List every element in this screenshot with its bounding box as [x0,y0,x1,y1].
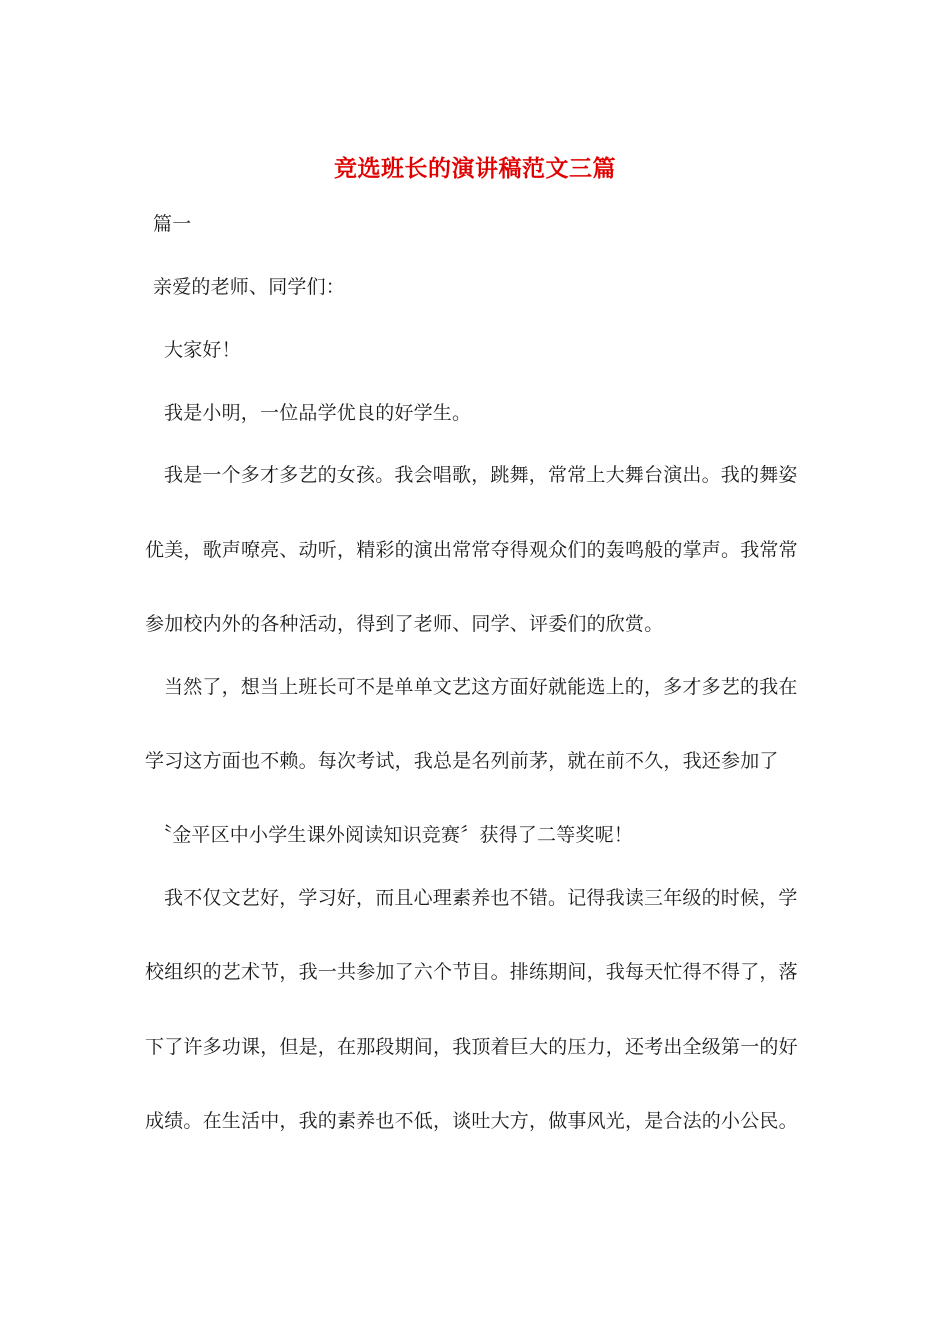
section-heading: 篇一 [153,213,192,235]
paragraph-1-line-2: 优美，歌声嘹亮、动听，精彩的演出常常夺得观众们的轰鸣般的掌声。我常常 [145,539,798,561]
paragraph-3-line-2: 校组织的艺术节，我一共参加了六个节目。排练期间，我每天忙得不得了，落 [145,961,798,983]
intro-line: 我是小明，一位品学优良的好学生。 [164,402,472,424]
paragraph-1-line-3: 参加校内外的各种活动，得到了老师、同学、评委们的欣赏。 [145,613,664,635]
paragraph-3-line-1: 我不仅文艺好，学习好，而且心理素养也不错。记得我读三年级的时候，学 [164,887,798,909]
paragraph-2-line-3: 〝金平区中小学生课外阅读知识竞赛〞获得了二等奖呢！ [153,824,634,846]
paragraph-2-line-1: 当然了，想当上班长可不是单单文艺这方面好就能选上的，多才多艺的我在 [164,676,798,698]
salutation: 亲爱的老师、同学们： [153,276,346,298]
paragraph-2-line-2: 学习这方面也不赖。每次考试，我总是名列前茅，就在前不久，我还参加了 [145,750,779,772]
greeting: 大家好！ [164,339,241,361]
paragraph-1-line-1: 我是一个多才多艺的女孩。我会唱歌，跳舞，常常上大舞台演出。我的舞姿 [164,464,798,486]
paragraph-3-line-4: 成绩。在生活中，我的素养也不低，谈吐大方，做事风光，是合法的小公民。 [145,1110,798,1132]
document-title: 竞选班长的演讲稿范文三篇 [334,155,616,182]
paragraph-3-line-3: 下了许多功课，但是，在那段期间，我顶着巨大的压力，还考出全级第一的好 [145,1036,798,1058]
